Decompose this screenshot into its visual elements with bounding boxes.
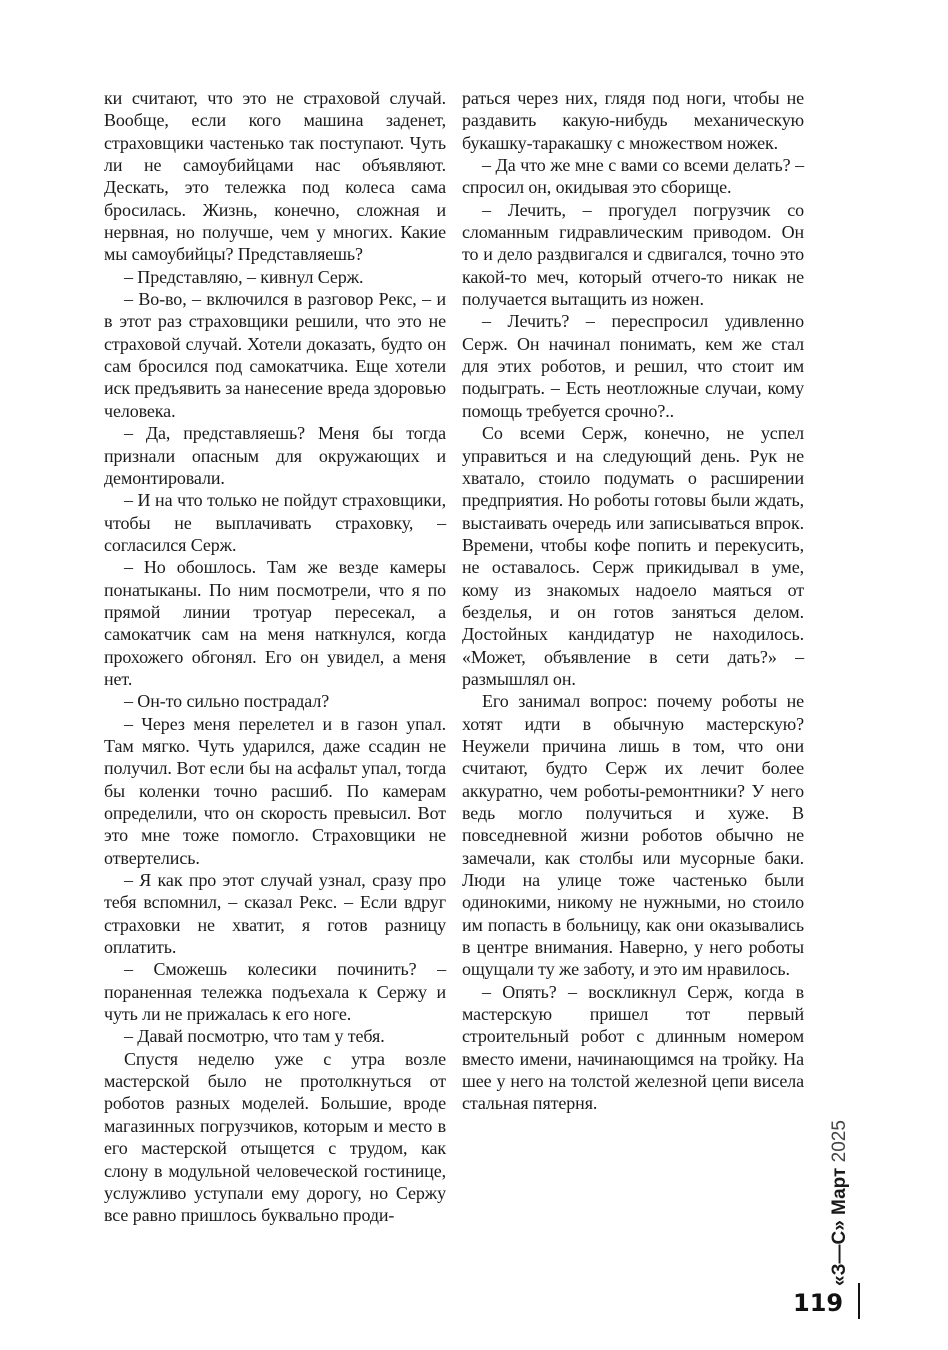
paragraph: ки считают, что это не страховой случай. Вообще, если кого машина заденет, страховщики частенько так поступают. Чуть ли не самоубийцами нас объявляют. Дескать, это тележка под колеса сама бросилась. Жизнь, конечно, сложная и нервная, но получше, чем у многих. Какие мы самоубийцы? Представляешь? <box>104 88 446 265</box>
text-column-left <box>104 87 446 1227</box>
paragraph: Спустя неделю уже с утра возле мастерской было не протолкнуться от роботов разных моделей. Большие, вроде магазинных погрузчиков, которым и место в его мастерской отыщется с трудом, как слону в модульной человеческой гостинице, услужливо уступали ему дорогу, но Сержу все равно пришлось буквально проди- <box>104 1048 446 1226</box>
paragraph: Его занимал вопрос: почему роботы не хотят идти в обычную мастерскую? Неужели причина лишь в том, что они считают, будто Серж их лечит более аккуратно, чем роботы-ремонтники? У него ведь могло получиться и хуже. В повседневной жизни роботов обычно не замечали, как столбы или мусорные баки. Люди на улице тоже частенько были одинокими, никому не нужными, но стоило им попасть в больницу, как они оказывались в центре внимания. Наверно, у него роботы ощущали ту же заботу, и это им нравилось. <box>462 691 804 980</box>
paragraph: – Лечить? – переспросил удивленно Серж. Он начинал понимать, кем же стал для этих роботов, и решил, что стоит им подыграть. – Есть неотложные случаи, кому помощь требуется срочно?.. <box>462 311 804 421</box>
paragraph: – Он-то сильно пострадал? <box>124 691 330 712</box>
paragraph: – Представляю, – кивнул Серж. <box>124 266 364 287</box>
paragraph: Со всеми Серж, конечно, не успел управиться и на следующий день. Рук не хватало, стоило подумать о расширении предприятия. Но роботы готовы были ждать, выстаивать очередь или записываться впрок. Времени, чтобы кофе попить и перекусить, не оставалось. Серж прикидывал в уме, кому из знакомых надоело маяться от безделья, и он готов заняться делом. Достойных кандидатур не находилось. «Может, объявление в сети дать?» – размышлял он. <box>462 423 804 689</box>
paragraph: – Да, представляешь? Меня бы тогда признали опасным для окружающих и демонтировали. <box>104 423 446 488</box>
issue-year: 2025 <box>829 1120 850 1163</box>
paragraph: – Давай посмотрю, что там у тебя. <box>124 1026 385 1047</box>
page-number-rule <box>858 1283 860 1319</box>
paragraph: – Через меня перелетел и в газон упал. Там мягко. Чуть ударился, даже ссадин не получил. Вот если бы на асфальт упал, тогда бы коленки точно расшиб. По камерам определили, что он скорость превысил. Вот это мне тоже помогло. Страховщики не отвертелись. <box>104 713 446 868</box>
paragraph: раться через них, глядя под ноги, чтобы не раздавить какую-нибудь механическую букашку-таракашку с множеством ножек. <box>462 88 804 153</box>
paragraph: – Да что же мне с вами со всеми делать? – спросил он, окидывая это сборище. <box>462 155 804 198</box>
paragraph: – Опять? – воскликнул Серж, когда в мастерскую пришел тот первый строительный робот с длинным номером вместо имени, начинающимся на тройку. На шее у него на толстой железной цепи висела стальная пятерня. <box>462 981 804 1114</box>
text-column-right <box>462 87 804 1115</box>
paragraph: – Но обошлось. Там же везде камеры понатыканы. По ним посмотрели, что я по прямой линии тротуар пересекал, а самокатчик сам на меня наткнулся, когда прохожего обгонял. Его он увидел, а меня нет. <box>104 557 446 689</box>
page-number: 119 <box>793 1289 844 1317</box>
issue-month: Март <box>829 1167 850 1215</box>
magazine-title: «З—С» <box>829 1220 850 1286</box>
paragraph: – Лечить, – прогудел погрузчик со сломанным гидравлическим приводом. Он то и дело раздвигался и сдвигался, точно это какой-то меч, который отчего-то никак не получается вытащить из ножен. <box>462 199 804 310</box>
paragraph: – И на что только не пойдут страховщики, чтобы не выплачивать страховку, – согласился Серж. <box>104 490 446 555</box>
paragraph: – Во-во, – включился в разговор Рекс, – и в этот раз страховщики решили, что это не страховой случай. Хотели доказать, будто он сам бросился под самокатчика. Еще хотели иск предъявить за нанесение вреда здоровью человека. <box>104 289 446 421</box>
running-footer <box>829 1120 851 1286</box>
paragraph: – Сможешь колесики починить? – пораненная тележка подъехала к Сержу и чуть ли не прижалась к его ноге. <box>104 959 446 1025</box>
paragraph: – Я как про этот случай узнал, сразу про тебя вспомнил, – сказал Рекс. – Если вдруг страховки не хватит, я готов разницу оплатить. <box>104 870 446 958</box>
